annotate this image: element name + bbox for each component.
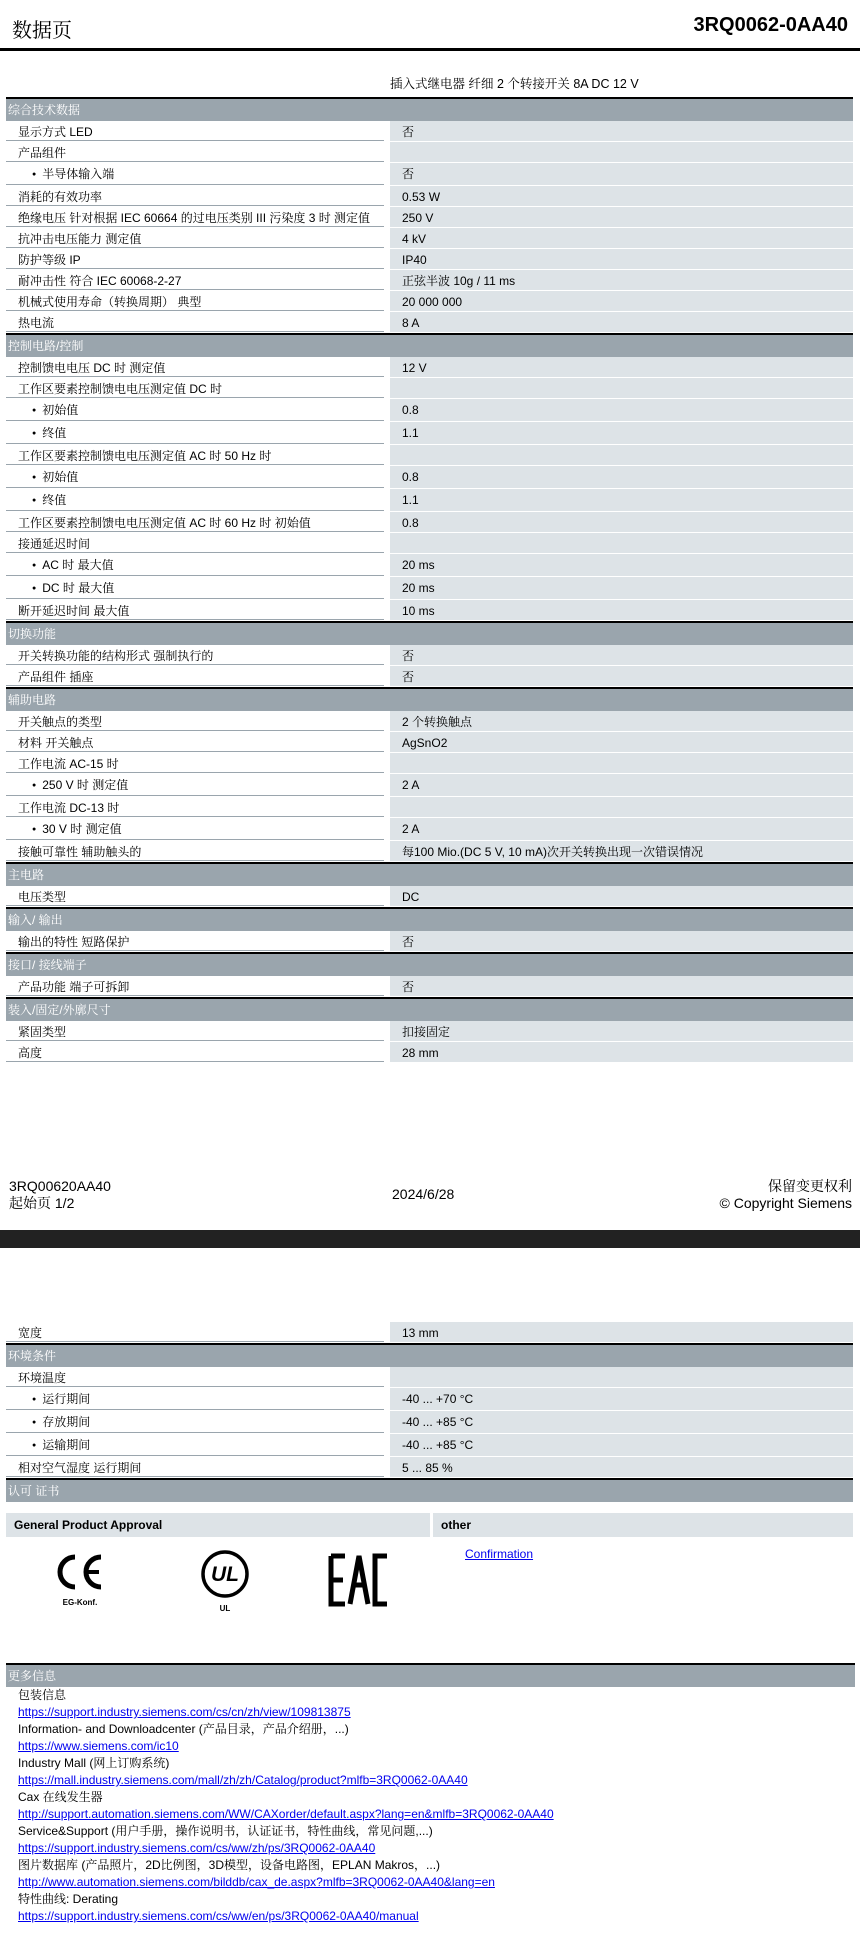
spec-value: 0.53 W	[384, 186, 853, 206]
section-header: 综合技术数据	[6, 97, 853, 121]
spec-value	[384, 378, 853, 398]
spec-row	[6, 163, 853, 186]
spec-value: 否	[384, 931, 853, 951]
spec-label: 抗冲击电压能力 测定值	[6, 228, 384, 248]
more-info-list	[18, 1687, 858, 1925]
spec-label: 紧固类型	[6, 1021, 384, 1041]
spec-label: 开关转换功能的结构形式 强制执行的	[6, 645, 384, 665]
spec-row	[6, 1367, 853, 1388]
spec-label: 工作区要素控制馈电电压测定值 AC 时 50 Hz 时	[6, 445, 384, 465]
spec-label: 热电流	[6, 312, 384, 332]
eac-mark-icon	[328, 1553, 390, 1612]
spec-value: 20 ms	[384, 577, 853, 599]
spec-row	[6, 1388, 853, 1411]
approval-col-general: General Product Approval	[6, 1513, 430, 1537]
spec-value: 否	[384, 666, 853, 686]
section-header: 主电路	[6, 862, 853, 886]
spec-value: 正弦半波 10g / 11 ms	[384, 270, 853, 290]
spec-label: 工作区要素控制馈电电压测定值 DC 时	[6, 378, 384, 398]
spec-label: 消耗的有效功率	[6, 186, 384, 206]
spec-label: ● 250 V 时 测定值	[6, 774, 384, 796]
spec-value: 否	[384, 163, 853, 185]
spec-value	[384, 797, 853, 817]
spec-row	[6, 666, 853, 687]
spec-label: 产品功能 端子可拆卸	[6, 976, 384, 996]
spec-row	[6, 378, 853, 399]
section-header: 切换功能	[6, 621, 853, 645]
ce-mark-icon	[50, 1551, 110, 1607]
spec-label: 输出的特性 短路保护	[6, 931, 384, 951]
spec-row	[6, 249, 853, 270]
part-number: 3RQ0062-0AA40	[693, 14, 848, 36]
section-header: 环境条件	[6, 1343, 853, 1367]
spec-row	[6, 600, 853, 621]
section-header: 装入/固定/外廓尺寸	[6, 997, 853, 1021]
spec-row	[6, 489, 853, 512]
spec-value: 0.8	[384, 466, 853, 488]
info-item-title: 图片数据库 (产品照片，2D比例图，3D模型，设备电路图，EPLAN Makros，...)	[18, 1858, 441, 1872]
spec-row	[6, 445, 853, 466]
spec-row	[6, 554, 853, 577]
spec-label: 产品组件	[6, 142, 384, 162]
spec-label: 绝缘电压 针对根据 IEC 60664 的过电压类别 III 污染度 3 时 测定值	[6, 207, 384, 227]
spec-label: ● 半导体输入端	[6, 163, 384, 185]
section-header: 辅助电路	[6, 687, 853, 711]
page-footer	[0, 1170, 860, 1230]
spec-row	[6, 753, 853, 774]
spec-row	[6, 711, 853, 732]
footer-page-no: 起始页 1/2	[9, 1195, 75, 1211]
info-item-title: 特性曲线: Derating	[18, 1892, 119, 1906]
page-header	[0, 0, 860, 51]
spec-value: 2 A	[384, 818, 853, 840]
spec-value: 否	[384, 121, 853, 141]
spec-row	[6, 818, 853, 841]
spec-label: 相对空气湿度 运行期间	[6, 1457, 384, 1477]
spec-row	[6, 121, 853, 142]
spec-label: ● 存放期间	[6, 1411, 384, 1433]
footer-copyright: © Copyright Siemens	[719, 1195, 852, 1211]
confirmation-link[interactable]: Confirmation	[465, 1547, 534, 1561]
spec-label: 材料 开关触点	[6, 732, 384, 752]
info-item-link[interactable]: https://support.industry.siemens.com/cs/cn/zh/view/109813875	[18, 1705, 351, 1719]
spec-value: 250 V	[384, 207, 853, 227]
spec-row	[6, 774, 853, 797]
spec-value: 1.1	[384, 489, 853, 511]
spec-label: 断开延迟时间 最大值	[6, 600, 384, 620]
spec-row	[6, 533, 853, 554]
spec-label: ● 初始值	[6, 466, 384, 488]
spec-value: 每100 Mio.(DC 5 V, 10 mA)次开关转换出现一次错误情况	[384, 841, 853, 861]
spec-value: 20 000 000	[384, 291, 853, 311]
spec-value: 1.1	[384, 422, 853, 444]
spec-row	[6, 312, 853, 333]
spec-table-page1	[6, 97, 853, 1063]
ul-mark-icon	[194, 1549, 256, 1613]
spec-row	[6, 1322, 853, 1343]
spec-row	[6, 577, 853, 600]
spec-row	[6, 1042, 853, 1063]
spec-value: 2 A	[384, 774, 853, 796]
spec-row	[6, 422, 853, 445]
spec-label: 宽度	[6, 1322, 384, 1342]
spec-value: IP40	[384, 249, 853, 269]
spec-row	[6, 1411, 853, 1434]
spec-row	[6, 1457, 853, 1478]
spec-row	[6, 886, 853, 907]
spec-value	[384, 1367, 853, 1387]
info-item-title: Cax 在线发生器	[18, 1790, 103, 1804]
spec-row	[6, 1021, 853, 1042]
spec-label: ● 30 V 时 测定值	[6, 818, 384, 840]
spec-label: 接通延迟时间	[6, 533, 384, 553]
spec-value: 4 kV	[384, 228, 853, 248]
spec-label: 工作电流 DC-13 时	[6, 797, 384, 817]
spec-row	[6, 357, 853, 378]
spec-label: 机械式使用寿命（转换周期） 典型	[6, 291, 384, 311]
spec-row	[6, 399, 853, 422]
spec-value: 8 A	[384, 312, 853, 332]
info-item-title: 包装信息	[18, 1688, 67, 1702]
info-item-link[interactable]: https://support.industry.siemens.com/cs/ww/zh/ps/3RQ0062-0AA40	[18, 1841, 376, 1855]
spec-row	[6, 291, 853, 312]
spec-row	[6, 466, 853, 489]
spec-row	[6, 512, 853, 533]
spec-label: 高度	[6, 1042, 384, 1062]
info-item-title: Information- and Downloadcenter (产品目录，产品介绍册，...)	[18, 1722, 349, 1736]
spec-row	[6, 186, 853, 207]
spec-row	[6, 841, 853, 862]
spec-value: 10 ms	[384, 600, 853, 620]
footer-date: 2024/6/28	[392, 1186, 455, 1202]
spec-label: 产品组件 插座	[6, 666, 384, 686]
spec-row	[6, 207, 853, 228]
page-separator	[0, 1230, 860, 1248]
spec-value: -40 ... +70 °C	[384, 1388, 853, 1410]
spec-value	[384, 142, 853, 162]
info-item-title: Industry Mall (网上订购系统)	[18, 1756, 170, 1770]
spec-label: 电压类型	[6, 886, 384, 906]
spec-value: 0.8	[384, 399, 853, 421]
info-item-link[interactable]: https://mall.industry.siemens.com/mall/zh/zh/Catalog/product?mlfb=3RQ0062-0AA40	[18, 1773, 468, 1787]
info-item-link[interactable]: https://support.industry.siemens.com/cs/ww/en/ps/3RQ0062-0AA40/manual	[18, 1909, 419, 1923]
svg-text:UL: UL	[211, 1563, 239, 1586]
page-title: 数据页	[12, 20, 72, 42]
spec-value: 28 mm	[384, 1042, 853, 1062]
spec-label: ● 终值	[6, 422, 384, 444]
spec-row	[6, 732, 853, 753]
ul-mark-caption: UL	[219, 1604, 231, 1613]
spec-label: 防护等级 IP	[6, 249, 384, 269]
spec-value: 否	[384, 976, 853, 996]
spec-table-page2	[6, 1322, 853, 1502]
approval-col-other: other	[433, 1513, 853, 1537]
info-item-link[interactable]: http://support.automation.siemens.com/WW/CAXorder/default.aspx?lang=en&mlfb=3RQ0062-0AA40	[18, 1807, 554, 1821]
spec-row	[6, 142, 853, 163]
footer-rights: 保留变更权利	[768, 1178, 852, 1194]
spec-row	[6, 931, 853, 952]
spec-row	[6, 228, 853, 249]
product-description: 插入式继电器 纤细 2 个转接开关 8A DC 12 V	[390, 77, 639, 91]
spec-label: 控制馈电电压 DC 时 测定值	[6, 357, 384, 377]
spec-label: ● AC 时 最大值	[6, 554, 384, 576]
info-item-link[interactable]: https://www.siemens.com/ic10	[18, 1739, 179, 1753]
spec-value	[384, 445, 853, 465]
spec-label: ● 运输期间	[6, 1434, 384, 1456]
spec-label: 环境温度	[6, 1367, 384, 1387]
spec-value: 13 mm	[384, 1322, 853, 1342]
spec-label: 开关触点的类型	[6, 711, 384, 731]
spec-value: DC	[384, 886, 853, 906]
spec-value: 0.8	[384, 512, 853, 532]
footer-order-no: 3RQ00620AA40	[9, 1178, 111, 1194]
section-more-info: 更多信息	[6, 1663, 855, 1687]
spec-label: ● 终值	[6, 489, 384, 511]
spec-label: 显示方式 LED	[6, 121, 384, 141]
spec-value: 5 ... 85 %	[384, 1457, 853, 1477]
spec-row	[6, 270, 853, 291]
spec-value	[384, 753, 853, 773]
spec-value: 20 ms	[384, 554, 853, 576]
spec-value: -40 ... +85 °C	[384, 1411, 853, 1433]
ce-mark-caption: EG-Konf.	[62, 1598, 98, 1607]
spec-row	[6, 976, 853, 997]
spec-label: 工作区要素控制馈电电压测定值 AC 时 60 Hz 时 初始值	[6, 512, 384, 532]
spec-value	[384, 533, 853, 553]
approval-header	[6, 1513, 853, 1537]
spec-label: 工作电流 AC-15 时	[6, 753, 384, 773]
section-header: 控制电路/控制	[6, 333, 853, 357]
section-header: 接口/ 接线端子	[6, 952, 853, 976]
spec-label: ● DC 时 最大值	[6, 577, 384, 599]
approval-block	[6, 1510, 853, 1647]
info-item-title: Service&Support (用户手册，操作说明书，认证证书，特性曲线，常见问题,...)	[18, 1824, 433, 1838]
spec-label: 耐冲击性 符合 IEC 60068-2-27	[6, 270, 384, 290]
section-header: 输入/ 输出	[6, 907, 853, 931]
spec-row	[6, 645, 853, 666]
spec-value: 12 V	[384, 357, 853, 377]
spec-value: 否	[384, 645, 853, 665]
spec-label: ● 初始值	[6, 399, 384, 421]
spec-row	[6, 1434, 853, 1457]
spec-label: ● 运行期间	[6, 1388, 384, 1410]
spec-value: AgSnO2	[384, 732, 853, 752]
spec-row	[6, 797, 853, 818]
spec-value: 扣接固定	[384, 1021, 853, 1041]
spec-label: 接触可靠性 辅助触头的	[6, 841, 384, 861]
spec-value: -40 ... +85 °C	[384, 1434, 853, 1456]
section-header: 认可 证书	[6, 1478, 853, 1502]
spec-value: 2 个转换触点	[384, 711, 853, 731]
info-item-link[interactable]: http://www.automation.siemens.com/bilddb/cax_de.aspx?mlfb=3RQ0062-0AA40&lang=en	[18, 1875, 495, 1889]
